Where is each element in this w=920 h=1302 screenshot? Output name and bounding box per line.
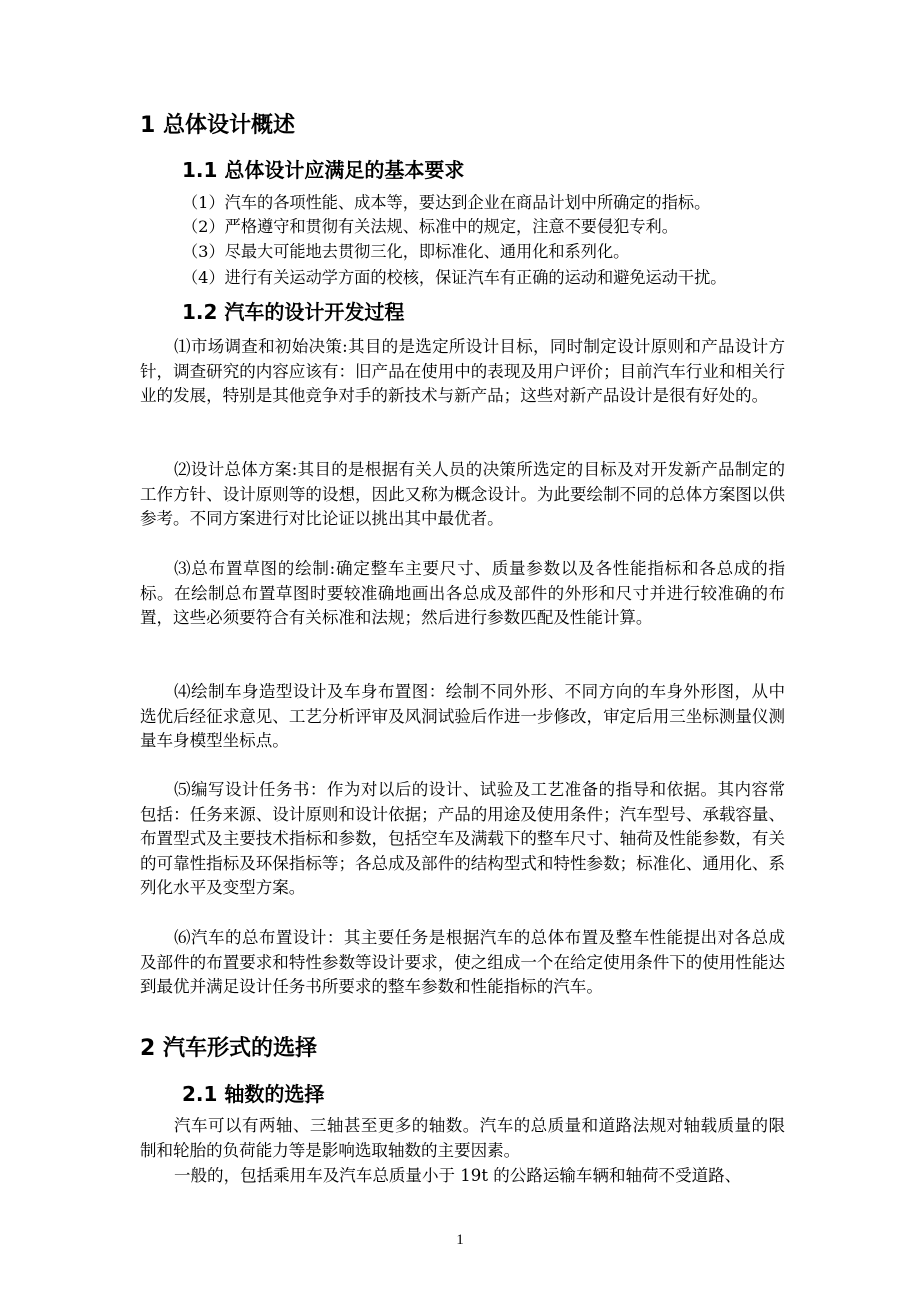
requirement-item-1: （1）汽车的各项性能、成本等，要达到企业在商品计划中所确定的指标。 bbox=[182, 193, 711, 212]
process-paragraph-1: ⑴市场调查和初始决策:其目的是选定所设计目标，同时制定设计原则和产品设计方针，调查研究的内容应该有：旧产品在使用中的表现及用户评价；目前汽车行业和相关行业的发展，特别是其他竞争对手的新技术与新产品；这些对新产品设计是很有好处的。 bbox=[140, 337, 785, 406]
page-number: 1 bbox=[456, 1232, 464, 1248]
requirement-item-2: （2）严格遵守和贯彻有关法规、标准中的规定，注意不要侵犯专利。 bbox=[182, 217, 678, 236]
section-1-heading: 1 总体设计概述 bbox=[140, 113, 295, 138]
requirement-item-3: （3）尽最大可能地去贯彻三化，即标准化、通用化和系列化。 bbox=[182, 242, 630, 261]
process-paragraph-3: ⑶总布置草图的绘制:确定整车主要尺寸、质量参数以及各性能指标和各总成的指标。在绘制总布置草图时要较准确地画出各总成及部件的外形和尺寸并进行较准确的布置，这些必须要符合有关标准和法规；然后进行参数匹配及性能计算。 bbox=[140, 559, 785, 628]
section-1-1-heading: 1.1 总体设计应满足的基本要求 bbox=[182, 158, 465, 182]
process-paragraph-6: ⑹汽车的总布置设计：其主要任务是根据汽车的总体布置及整车性能提出对各总成及部件的布置要求和特性参数等设计要求，使之组成一个在给定使用条件下的使用性能达到最优并满足设计任务书所要求的整车参数和性能指标的汽车。 bbox=[140, 928, 785, 997]
section-2-heading: 2 汽车形式的选择 bbox=[140, 1036, 317, 1061]
process-paragraph-2: ⑵设计总体方案:其目的是根据有关人员的决策所选定的目标及对开发新产品制定的工作方针、设计原则等的设想，因此又称为概念设计。为此要绘制不同的总体方案图以供参考。不同方案进行对比论证以挑出其中最优者。 bbox=[140, 460, 785, 529]
section-1-2-heading: 1.2 汽车的设计开发过程 bbox=[182, 300, 405, 324]
axle-paragraph-1: 汽车可以有两轴、三轴甚至更多的轴数。汽车的总质量和道路法规对轴载质量的限制和轮胎的负荷能力等是影响选取轴数的主要因素。 bbox=[140, 1116, 785, 1160]
section-2-1-heading: 2.1 轴数的选择 bbox=[182, 1082, 325, 1106]
process-paragraph-5: ⑸编写设计任务书：作为对以后的设计、试验及工艺准备的指导和依据。其内容常包括：任务来源、设计原则和设计依据；产品的用途及使用条件；汽车型号、承载容量、布置型式及主要技术指标和参数，包括空车及满载下的整车尺寸、轴荷及性能参数，有关的可靠性指标及环保指标等；各总成及部件的结构型式和特性参数；标准化、通用化、系列化水平及变型方案。 bbox=[140, 780, 785, 898]
requirement-item-4: （4）进行有关运动学方面的校核，保证汽车有正确的运动和避免运动干扰。 bbox=[182, 268, 727, 287]
axle-paragraph-2: 一般的，包括乘用车及汽车总质量小于 19t 的公路运输车辆和轴荷不受道路、 bbox=[174, 1166, 742, 1185]
process-paragraph-4: ⑷绘制车身造型设计及车身布置图：绘制不同外形、不同方向的车身外形图，从中选优后经征求意见、工艺分析评审及风洞试验后作进一步修改，审定后用三坐标测量仪测量车身模型坐标点。 bbox=[140, 682, 785, 751]
